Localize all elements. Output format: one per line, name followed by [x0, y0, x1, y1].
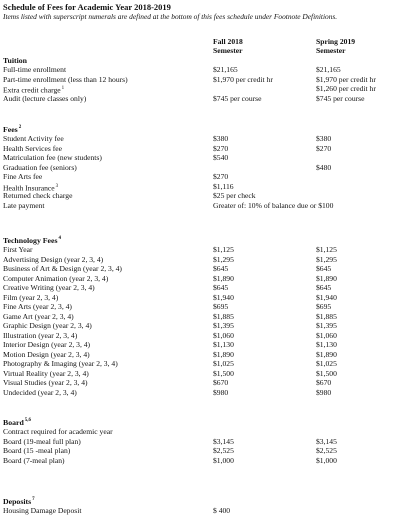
fall-amount: $540 [213, 153, 229, 162]
spring-amount: $1,890 [316, 349, 337, 359]
spring-amount: $695 [316, 302, 332, 311]
fee-row [0, 264, 400, 273]
page-subtitle: Items listed with superscript numerals are defined at the bottom of this fees schedule under Footnote Definitions. [3, 12, 338, 21]
footnote-marker: 5,6 [24, 418, 32, 424]
spring-amount: $1,885 [316, 311, 337, 321]
column-header-fall: Fall 2018 Semester [213, 37, 243, 55]
fall-amount: $670 [213, 378, 229, 387]
fee-row [0, 321, 400, 330]
fee-label: Computer Animation (year 2, 3, 4) [3, 273, 109, 283]
spring-amount: $670 [316, 378, 332, 387]
fee-label: Board (7-meal plan) [3, 455, 65, 465]
fee-row [0, 245, 400, 254]
fee-row [0, 255, 400, 264]
fee-label: Contract required for academic year [3, 427, 113, 436]
fall-amount: $2,525 [213, 446, 234, 455]
fee-label: Advertising Design (year 2, 3, 4) [3, 254, 104, 264]
fee-label: Film (year 2, 3, 4) [3, 292, 59, 302]
fee-label: Game Art (year 2, 3, 4) [3, 311, 74, 321]
fall-amount: $745 per course [213, 93, 262, 103]
fee-row [0, 312, 400, 321]
spring-amount: $1,940 [316, 292, 337, 302]
fee-label: Photography & Imaging (year 2, 3, 4) [3, 359, 118, 368]
fee-label: Virtual Reality (year 2, 3, 4) [3, 368, 89, 378]
fee-row [0, 437, 400, 446]
fall-amount: $270 [213, 143, 229, 153]
fall-amount: $1,500 [213, 368, 234, 378]
fee-label: Illustration (year 2, 3, 4) [3, 330, 78, 340]
spring-amount: $645 [316, 283, 332, 292]
spring-amount: $745 per course [316, 93, 365, 103]
column-header-spring: Spring 2019 Semester [316, 37, 356, 55]
fee-row [0, 388, 400, 397]
fee-row [0, 456, 400, 465]
spring-amount: $3,145 [316, 436, 337, 446]
spring-amount: $1,500 [316, 368, 337, 378]
fee-row [0, 283, 400, 292]
fee-label: Business of Art & Design (year 2, 3, 4) [3, 264, 122, 273]
spring-amount: $1,970 per credit hr [316, 74, 376, 84]
spring-amount: $1,000 [316, 455, 337, 465]
fee-row [0, 302, 400, 311]
section-heading: Technology Fees$^4$ [3, 236, 62, 245]
spring-amount: $1,060 [316, 330, 337, 340]
fall-amount: $380 [213, 134, 229, 143]
spring-amount: $21,165 [316, 65, 341, 74]
fee-label: Board (19-meal full plan) [3, 436, 81, 446]
fall-amount: $1,295 [213, 254, 234, 264]
fall-amount: $645 [213, 264, 229, 273]
fall-amount: $21,165 [213, 65, 238, 74]
fee-label: Graphic Design (year 2, 3, 4) [3, 321, 92, 330]
fee-label: Returned check charge [3, 191, 73, 200]
fee-row [0, 153, 400, 162]
spring-amount: $1,395 [316, 321, 337, 330]
fee-label: Housing Damage Deposit [3, 506, 82, 515]
fee-row [0, 340, 400, 349]
fall-amount: $1,890 [213, 349, 234, 359]
fall-amount: $1,395 [213, 321, 234, 330]
fee-row [0, 163, 400, 172]
spring-amount: $480 [316, 162, 332, 172]
footnote-marker: 3 [55, 183, 59, 189]
footnote-marker: 1 [61, 86, 65, 91]
fee-label: Fine Arts (year 2, 3, 4) [3, 302, 72, 311]
fall-amount: $1,000 [213, 455, 234, 465]
fee-row [0, 75, 400, 84]
fall-amount: $1,890 [213, 273, 234, 283]
fall-amount: $3,145 [213, 436, 234, 446]
fee-row [0, 94, 400, 103]
fee-row [0, 201, 400, 210]
footnote-marker: 2 [18, 125, 22, 131]
fee-label: Health Insurance$^3$ [3, 183, 59, 193]
page-title: Schedule of Fees for Academic Year 2018-2019 [3, 2, 171, 12]
spring-amount: $380 [316, 134, 332, 143]
fee-row [0, 274, 400, 283]
fee-label: Audit (lecture classes only) [3, 93, 87, 103]
spring-amount: $1,025 [316, 359, 337, 368]
spring-amount: $1,130 [316, 340, 337, 349]
fee-label: Visual Studies (year 2, 3, 4) [3, 378, 88, 387]
fee-row [0, 427, 400, 436]
fall-amount: $ 400 [213, 506, 231, 515]
spring-amount: $1,295 [316, 254, 337, 264]
fee-row [0, 84, 400, 93]
footnote-marker: 7 [32, 497, 35, 503]
fall-amount: $1,025 [213, 359, 234, 368]
spring-amount: $270 [316, 143, 332, 153]
spring-amount: $645 [316, 264, 332, 273]
section-heading: Fees$^2$ [3, 125, 22, 134]
fee-row [0, 144, 400, 153]
fee-row [0, 182, 400, 191]
footnote-marker: 4 [58, 236, 62, 242]
fee-label: Matriculation fee (new students) [3, 153, 102, 162]
fee-label: Undecided (year 2, 3, 4) [3, 387, 77, 397]
fee-row [0, 172, 400, 181]
fee-label: Extra credit charge$^1$ [3, 85, 65, 95]
fee-label: Part-time enrollment (less than 12 hours) [3, 74, 128, 84]
fee-row [0, 369, 400, 378]
fall-amount: $270 [213, 172, 229, 181]
section-heading: Board$^{5,6}$ [3, 418, 32, 427]
fall-amount: $645 [213, 283, 229, 292]
spring-amount: $1,890 [316, 273, 337, 283]
fee-row [0, 293, 400, 302]
fall-amount: $1,970 per credit hr [213, 74, 273, 84]
fall-amount: $1,940 [213, 292, 234, 302]
fall-amount: $1,885 [213, 311, 234, 321]
spring-amount: $2,525 [316, 446, 337, 455]
fee-row [0, 65, 400, 74]
fee-label: First Year [3, 245, 33, 254]
fee-label: Graduation fee (seniors) [3, 162, 77, 172]
fee-row [0, 134, 400, 143]
fall-amount: $1,130 [213, 340, 234, 349]
fall-amount: $1,125 [213, 245, 234, 254]
fee-label: Motion Design (year 2, 3, 4) [3, 349, 90, 359]
spring-amount: $1,260 per credit hr [316, 84, 376, 93]
fee-label: Fine Arts fee [3, 172, 43, 181]
fee-label: Student Activity fee [3, 134, 64, 143]
spring-amount: $1,125 [316, 245, 337, 254]
fee-label: Late payment [3, 200, 45, 210]
fall-amount: $1,060 [213, 330, 234, 340]
fee-row [0, 350, 400, 359]
fee-row [0, 378, 400, 387]
fee-row [0, 359, 400, 368]
fee-label: Interior Design (year 2, 3, 4) [3, 340, 91, 349]
fee-label: Health Services fee [3, 143, 63, 153]
fall-amount: Greater of: 10% of balance due or $100 [213, 200, 334, 210]
fee-label: Full-time enrollment [3, 65, 67, 74]
fall-amount: $980 [213, 387, 229, 397]
fee-row [0, 446, 400, 455]
fee-row [0, 331, 400, 340]
section-heading: Tuition [3, 56, 27, 65]
fall-amount: $25 per check [213, 191, 256, 200]
fee-row [0, 191, 400, 200]
spring-amount: $980 [316, 387, 332, 397]
fee-label: Board (15 -meal plan) [3, 446, 71, 455]
fall-amount: $1,116 [213, 181, 234, 191]
fee-label: Creative Writing (year 2, 3, 4) [3, 283, 95, 292]
fall-amount: $695 [213, 302, 229, 311]
fee-row [0, 506, 400, 515]
section-heading: Deposits$^7$ [3, 497, 35, 506]
